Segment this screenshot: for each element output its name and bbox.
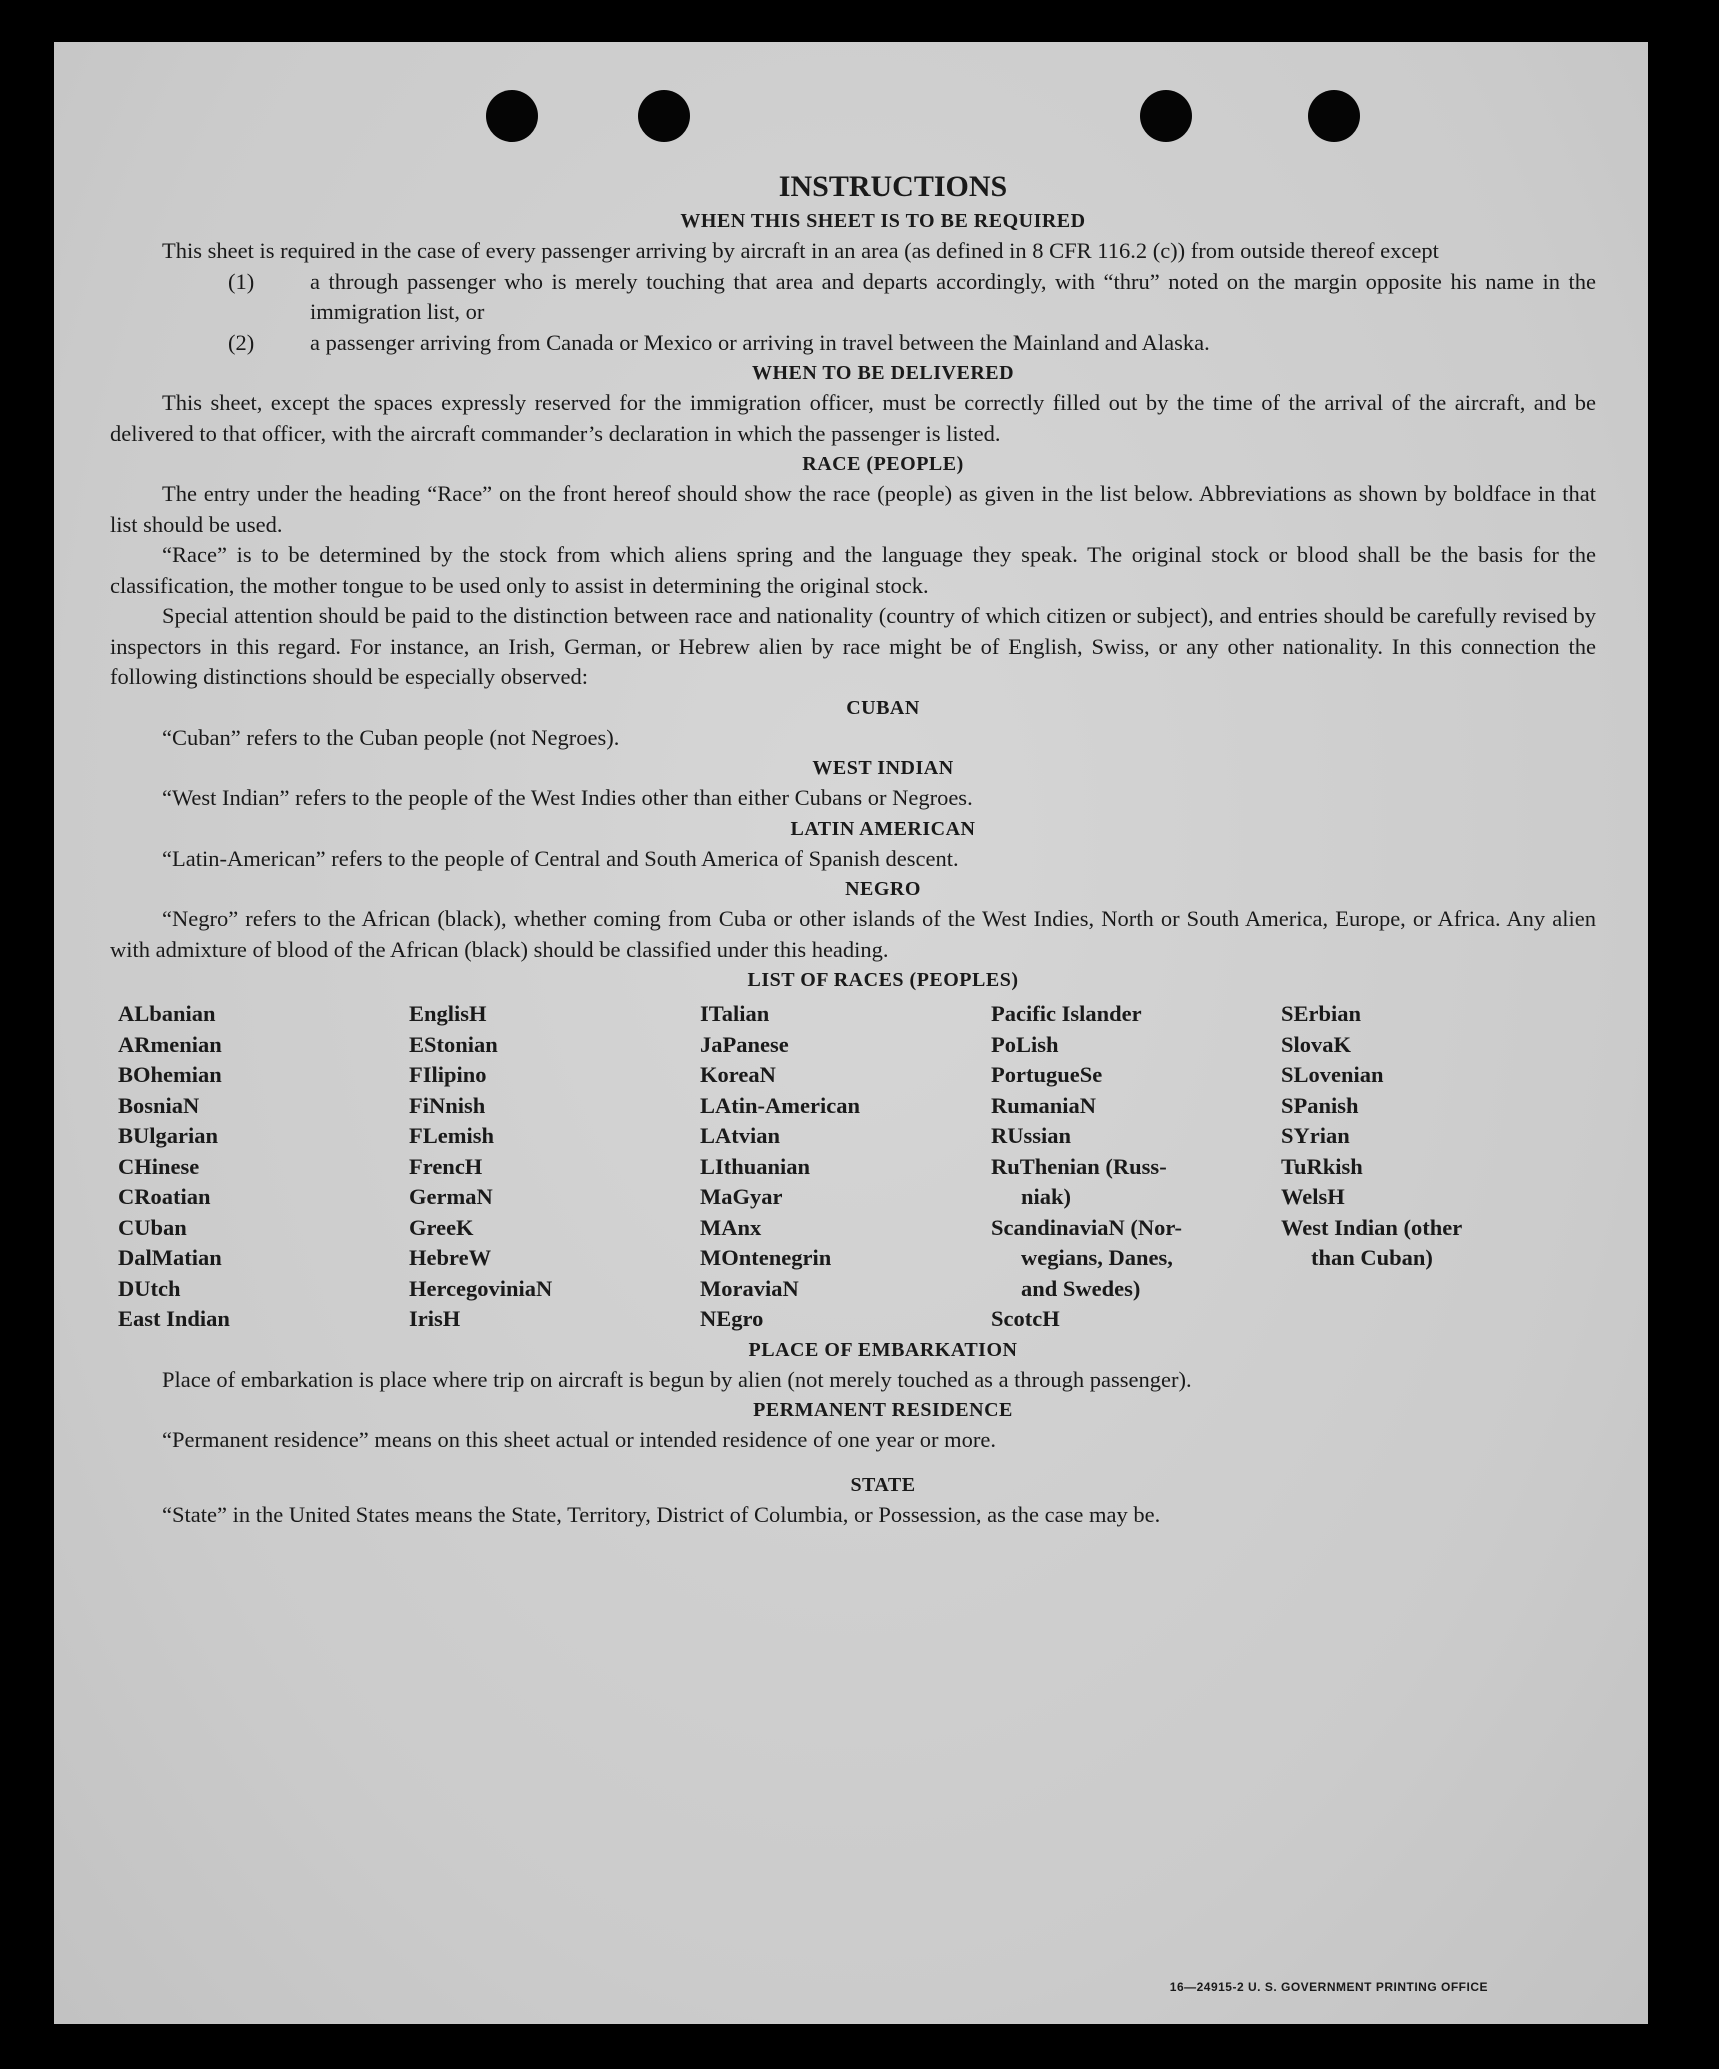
document-sheet [54,42,1648,2024]
race-item: HebreW [409,1245,492,1270]
race-item: EStonian [409,1031,498,1057]
race-paragraph: Special attention should be paid to the distinction between race and nationality (country of which citizen or subject), and entries should be carefully revised by inspectors in this regard. For instance, an Irish, German, or Hebrew alien by race might be of English, Swiss, or any other nationality. In this connection the following distinctions should be especially observed: [110,603,1596,689]
race-item: FIlipino [409,1062,487,1087]
race-item: SlovaK [1281,1031,1352,1057]
race-item: ALbanian [118,1001,216,1026]
race-item: LIthuanian [700,1153,811,1179]
race-item: KoreaN [700,1062,776,1087]
race-item: FiNnish [409,1092,486,1118]
race-item: SYrian [1281,1123,1350,1148]
race-item: EnglisH [409,1001,487,1026]
section-heading-embarkation: PLACE OF EMBARKATION [748,1338,1018,1361]
negro-text: “Negro” refers to the African (black), whether coming from Cuba or other islands of the West Indies, North or South America, Europe, or Africa. Any alien with admixture of blood of the African (black) should be classified under this heading. [110,906,1596,962]
races-column [409,999,700,1335]
race-item: Pacific Islander [991,1001,1142,1026]
exception-item [228,328,1596,359]
race-item: ARmenian [118,1031,222,1057]
race-item: than Cuban) [1311,1245,1433,1270]
exception-item [228,267,1596,328]
race-item: RUssian [991,1123,1072,1148]
race-item: RumaniaN [991,1092,1097,1118]
race-item: JaPanese [700,1031,789,1057]
page-title: INSTRUCTIONS [778,170,1008,203]
printing-office-footer: 16—24915-2 U. S. GOVERNMENT PRINTING OFFICE [1169,1980,1488,1994]
punch-hole [638,90,690,142]
section-heading-race: RACE (PEOPLE) [802,453,964,475]
race-item: ITalian [700,1001,770,1026]
race-item: BUlgarian [118,1123,219,1148]
race-item: IrisH [409,1306,461,1331]
races-list [118,999,1596,1335]
race-paragraph: “Race” is to be determined by the stock from which aliens spring and the language they speak. The original stock or blood shall be the basis for the classification, the mother tongue to be used only to assist in determining the original stock. [110,542,1596,598]
race-item: FrencH [409,1153,483,1179]
race-item: HercegoviniaN [409,1275,553,1301]
race-item: SPanish [1281,1092,1359,1118]
instructions-content [110,168,1596,1530]
race-item: SErbian [1281,1001,1362,1026]
races-column [700,999,991,1335]
when-required-intro: This sheet is required in the case of every passenger arriving by aircraft in an area (as defined in 8 CFR 116.2 (c)) from outside thereof except [162,238,1439,263]
race-item: LAtvian [700,1123,781,1148]
race-item: DalMatian [118,1245,222,1270]
race-item: ScandinaviaN (Nor- [991,1214,1183,1240]
embarkation-text: Place of embarkation is place where trip on aircraft is begun by alien (not merely touched as a through passenger). [162,1366,1192,1392]
race-item: LAtin-American [700,1092,860,1118]
item-text: a passenger arriving from Canada or Mexico or arriving in travel between the Mainland and Alaska. [310,329,1210,355]
race-item: PoLish [991,1031,1059,1057]
races-column [118,999,409,1335]
race-item: MoraviaN [700,1275,799,1301]
race-item: niak) [1021,1184,1072,1209]
item-number: (1) [228,268,255,294]
section-heading-west-indian: WEST INDIAN [812,757,954,779]
section-heading-when-delivered: WHEN TO BE DELIVERED [751,362,1015,384]
section-heading-state: STATE [850,1473,916,1496]
punch-hole [1308,90,1360,142]
west-indian-text: “West Indian” refers to the people of the West Indies other than either Cubans or Negroes. [162,785,973,810]
race-item: ScotcH [991,1306,1060,1331]
race-item: East Indian [118,1306,230,1331]
race-paragraph: The entry under the heading “Race” on the front hereof should show the race (people) as given in the list below. Abbreviations as shown by boldface in that list should be used. [110,481,1596,537]
race-item: RuThenian (Russ- [991,1153,1167,1179]
race-item: wegians, Danes, [1021,1245,1173,1270]
race-item: MOntenegrin [700,1245,832,1270]
race-item: GreeK [409,1214,474,1240]
race-item: WelsH [1281,1184,1345,1209]
residence-text: “Permanent residence” means on this sheet actual or intended residence of one year or more. [162,1427,997,1452]
item-number: (2) [228,329,255,355]
race-item: MAnx [700,1214,762,1240]
race-item: TuRkish [1281,1153,1363,1179]
races-column [1281,999,1551,1335]
section-heading-residence: PERMANENT RESIDENCE [753,1399,1013,1421]
state-text: “State” in the United States means the State, Territory, District of Columbia, or Possession, as the case may be. [162,1501,1161,1527]
when-delivered-text: This sheet, except the spaces expressly reserved for the immigration officer, must be correctly filled out by the time of the arrival of the aircraft, and be delivered to that officer, with the aircraft commander’s declaration in which the passenger is listed. [110,390,1596,446]
race-item: BOhemian [118,1062,222,1087]
race-item: SLovenian [1281,1062,1384,1087]
section-heading-negro: NEGRO [845,878,921,900]
race-item: NEgro [700,1306,764,1331]
cuban-text: “Cuban” refers to the Cuban people (not Negroes). [162,724,620,750]
races-column [991,999,1281,1335]
section-heading-when-required: WHEN THIS SHEET IS TO BE REQUIRED [680,210,1086,232]
race-item: CRoatian [118,1184,211,1209]
race-item: West Indian (other [1281,1214,1463,1240]
race-item: DUtch [118,1275,181,1301]
punch-hole [1140,90,1192,142]
race-item: and Swedes) [1021,1275,1141,1301]
race-item: MaGyar [700,1184,783,1209]
race-item: CUban [118,1214,187,1240]
section-heading-list-of-races: LIST OF RACES (PEOPLES) [747,969,1019,991]
race-item: CHinese [118,1153,200,1179]
punch-hole [486,90,538,142]
section-heading-latin-american: LATIN AMERICAN [790,817,976,840]
section-heading-cuban: CUBAN [846,696,920,719]
race-item: BosniaN [118,1092,200,1118]
item-text: a through passenger who is merely touching that area and departs accordingly, with “thru” noted on the margin opposite his name in the immigration list, or [310,268,1596,324]
latin-american-text: “Latin-American” refers to the people of Central and South America of Spanish descent. [162,845,959,871]
race-item: FLemish [409,1123,495,1148]
race-item: GermaN [409,1184,493,1209]
race-item: PortugueSe [991,1062,1103,1087]
